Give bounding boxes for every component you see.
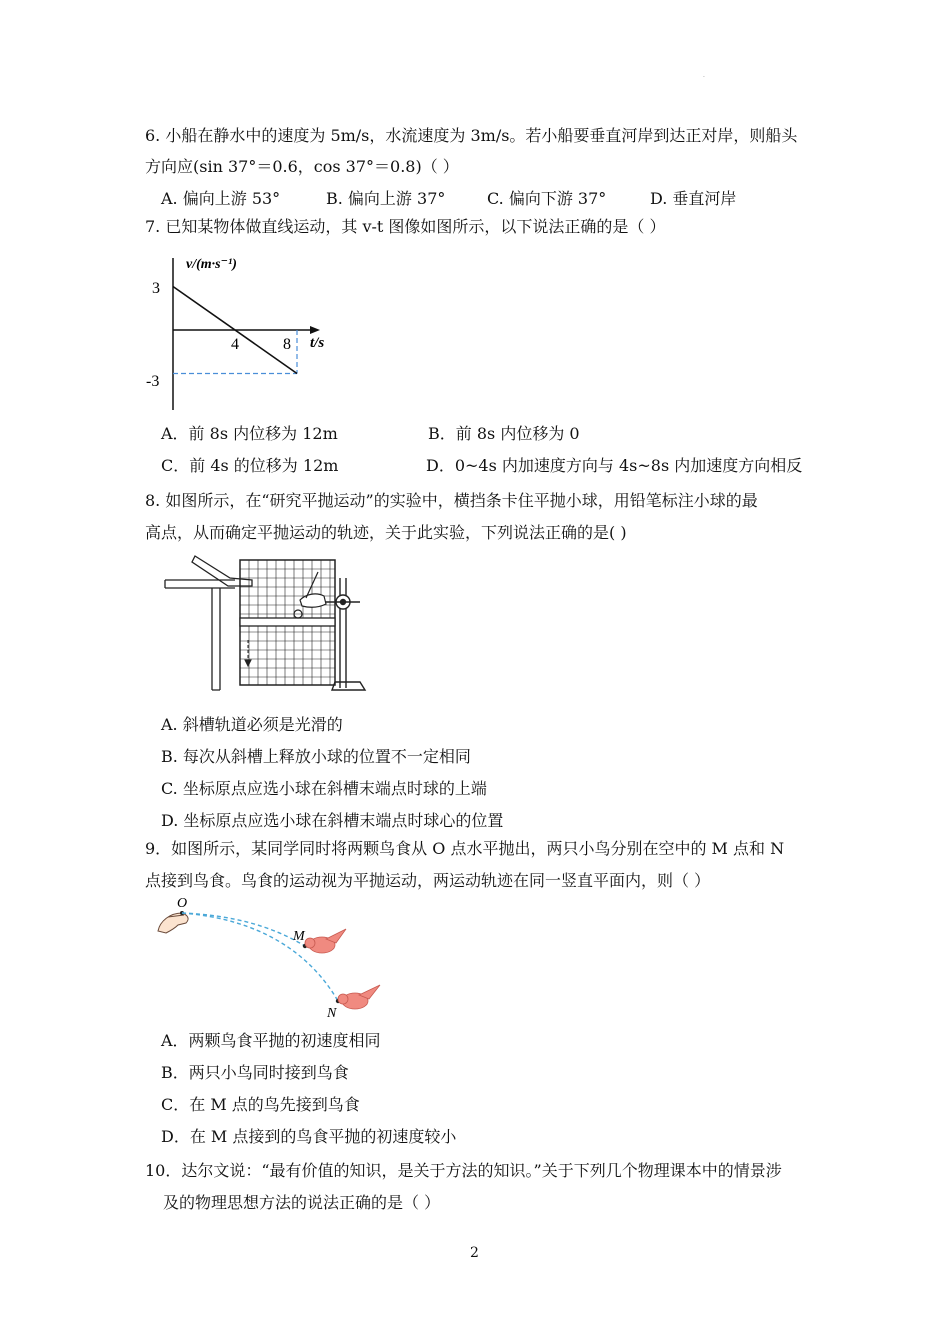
q9-option-b: B．两只小鸟同时接到鸟食 xyxy=(161,1063,349,1082)
y-tick-label-3: 3 xyxy=(152,280,160,297)
q6-option-b: B. 偏向上游 37° xyxy=(326,189,446,208)
point-o-label: O xyxy=(177,896,188,911)
q8-option-b: B. 每次从斜槽上释放小球的位置不一定相同 xyxy=(161,747,471,766)
q6-line1: 6. 小船在静水中的速度为 5m/s，水流速度为 3m/s。若小船要垂直河岸到达正对岸，则船头 xyxy=(145,126,798,145)
point-m-label: M xyxy=(293,929,305,944)
table-and-chute xyxy=(165,556,252,690)
q8-option-c: C. 坐标原点应选小球在斜槽末端点时球的上端 xyxy=(161,779,487,798)
x-tick-label-4: 4 xyxy=(231,336,239,353)
y-tick-label-minus3: -3 xyxy=(146,373,160,390)
q7-option-d: D．0~4s 内加速度方向与 4s~8s 内加速度方向相反 xyxy=(426,456,803,475)
point-n-label: N xyxy=(327,1006,337,1021)
projectile-experiment-apparatus xyxy=(160,550,380,695)
q6-line2: 方向应(sin 37°＝0.6，cos 37°＝0.8)（ ） xyxy=(145,157,459,176)
q7-option-c: C．前 4s 的位移为 12m xyxy=(161,456,339,475)
q7-option-a: A．前 8s 内位移为 12m xyxy=(161,424,338,443)
throwing-hand xyxy=(158,913,188,933)
t-axis-label: t/s xyxy=(310,335,325,351)
q10-line2: 及的物理思想方法的说法正确的是（ ） xyxy=(163,1193,441,1212)
q7-line1: 7. 已知某物体做直线运动，其 v-t 图像如图所示，以下说法正确的是（ ） xyxy=(145,217,666,236)
q9-line1: 9．如图所示，某同学同时将两颗鸟食从 O 点水平抛出，两只小鸟分别在空中的 M 点和 N xyxy=(145,839,785,858)
q9-line2: 点接到鸟食。鸟食的运动视为平抛运动，两运动轨迹在同一竖直平面内，则（ ） xyxy=(145,871,711,890)
bird-m xyxy=(305,929,346,953)
stand xyxy=(325,578,365,690)
header-mark: · xyxy=(703,74,705,81)
q9-option-a: A．两颗鸟食平抛的初速度相同 xyxy=(161,1031,381,1050)
q8-option-a: A. 斜槽轨道必须是光滑的 xyxy=(161,715,343,734)
v-axis-label: v/(m·s⁻¹) xyxy=(186,257,237,272)
q7-option-b: B．前 8s 内位移为 0 xyxy=(428,424,580,443)
q6-option-c: C. 偏向下游 37° xyxy=(487,189,607,208)
vt-graph xyxy=(140,250,350,415)
q8-line1: 8. 如图所示，在“研究平抛运动”的实验中，横挡条卡住平抛小球，用铅笔标注小球的最 xyxy=(145,491,758,510)
q10-line1: 10．达尔文说：“最有价值的知识，是关于方法的知识。”关于下列几个物理课本中的情景涉 xyxy=(145,1161,782,1180)
q6-option-d: D. 垂直河岸 xyxy=(650,189,737,208)
page-number: 2 xyxy=(470,1245,479,1261)
q8-line2: 高点，从而确定平抛运动的轨迹，关于此实验，下列说法正确的是( ) xyxy=(145,523,627,542)
q8-option-d: D. 坐标原点应选小球在斜槽末端点时球心的位置 xyxy=(161,811,504,830)
trajectory-to-m xyxy=(182,913,305,946)
bird-n xyxy=(338,985,380,1009)
x-tick-label-8: 8 xyxy=(283,336,291,353)
q9-option-d: D．在 M 点接到的鸟食平抛的初速度较小 xyxy=(161,1127,457,1146)
q9-option-c: C．在 M 点的鸟先接到鸟食 xyxy=(161,1095,360,1114)
grid-board xyxy=(240,560,335,685)
q6-option-a: A. 偏向上游 53° xyxy=(161,189,281,208)
bird-feeding-figure xyxy=(150,893,390,1021)
